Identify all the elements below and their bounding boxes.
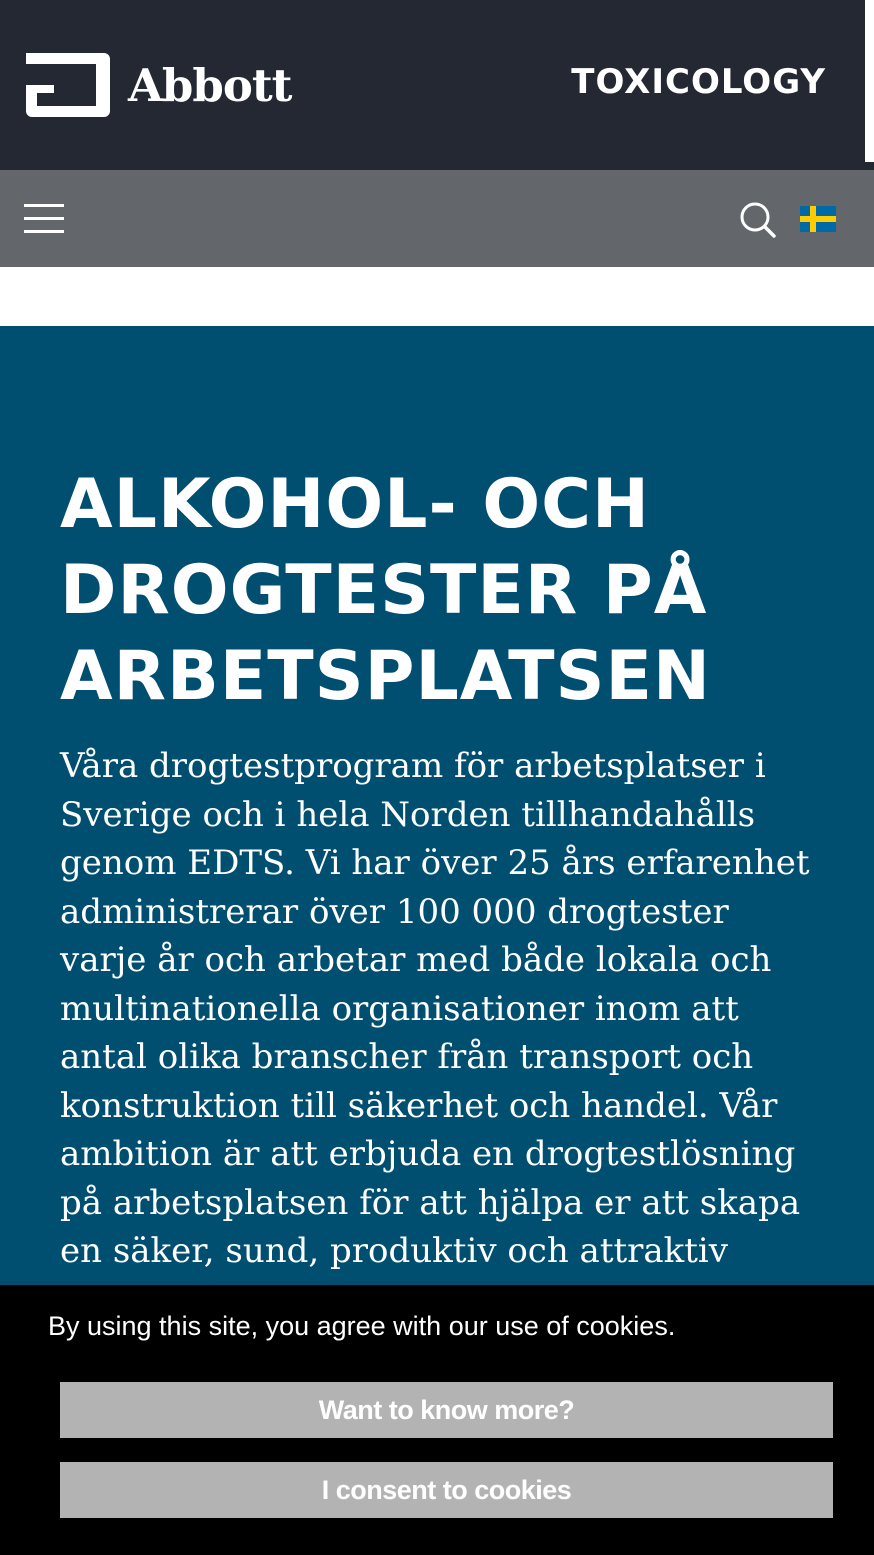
brand-title[interactable]: TOXICOLOGY (571, 62, 826, 102)
abbott-logo[interactable] (24, 49, 291, 121)
cookie-banner (0, 1285, 874, 1555)
know-more-button[interactable]: Want to know more? (60, 1382, 833, 1438)
abbott-logo-icon (24, 49, 112, 121)
sweden-flag-icon[interactable] (800, 206, 836, 232)
hero-description: Våra drogtestprogram för arbetsplatser i Sverige och i hela Norden tillhandahålls genom EDTS. Vi har över 25 års erfarenhet administrerar över 100 000 drogtester varje år och arbetar med både lokala och multinationella organisationer inom att antal olika branscher från transport och konstruktion till säkerhet och handel. Vår ambition är att erbjuda en drogtestlösning på arbetsplatsen för att hjälpa er att skapa en säker, sund, produktiv och attraktiv (60, 746, 810, 1271)
search-icon[interactable] (739, 201, 777, 239)
logo-text: Abbott (128, 58, 292, 112)
page-title: ALKOHOL- OCH DROGTESTER PÅ ARBETSPLATSEN (60, 465, 711, 716)
scrollbar[interactable] (865, 0, 874, 162)
nav-bar (0, 170, 874, 267)
site-header (0, 0, 874, 170)
cookie-notice-text: By using this site, you agree with our use of cookies. (48, 1311, 676, 1341)
consent-cookies-button[interactable]: I consent to cookies (60, 1462, 833, 1518)
hamburger-icon[interactable] (24, 202, 64, 234)
